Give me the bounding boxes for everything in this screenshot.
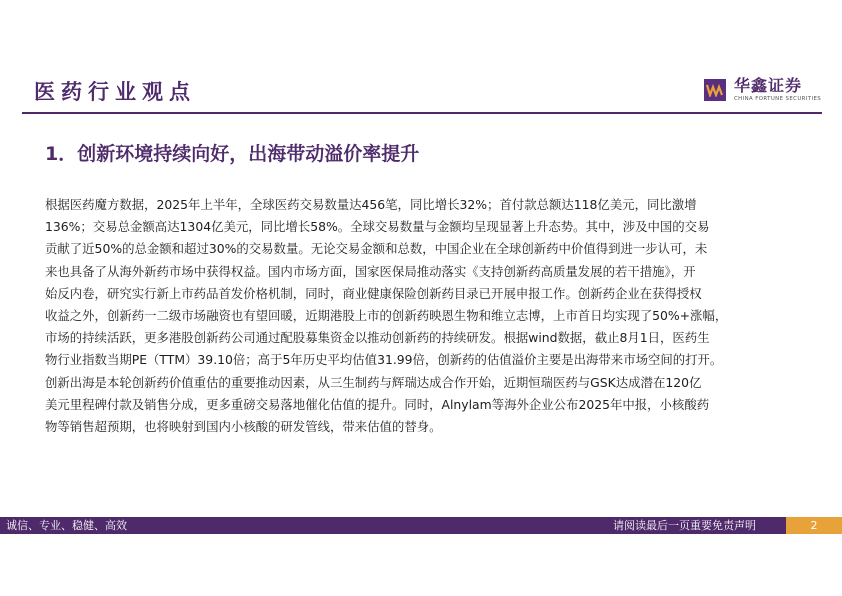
page-number: 2 <box>786 517 842 534</box>
footer-slogan: 诚信、专业、稳健、高效 <box>6 519 127 532</box>
body-paragraph <box>45 194 805 438</box>
body-line: 来也具备了从海外新药市场中获得权益。国内市场方面，国家医保局推动落实《支持创新药高质量发展的若干措施》，开 <box>45 263 696 279</box>
body-line: 物行业指数当期PE（TTM）39.10倍；高于5年历史平均估值31.99倍，创新药的估值溢价主要是出海带来市场空间的打开。 <box>45 352 723 368</box>
logo-subtitle: CHINA FORTUNE SECURITIES <box>734 96 822 102</box>
logo-mark-icon <box>704 79 726 101</box>
body-line: 136%；交易总金额高达1304亿美元，同比增长58%。全球交易数量与金额均呈现显著上升态势。其中，涉及中国的交易 <box>45 219 710 235</box>
body-line: 市场的持续活跃，更多港股创新药公司通过配股募集资金以推动创新药的持续研发。根据wind数据，截止8月1日，医药生 <box>45 330 710 346</box>
body-line: 收益之外，创新药一二级市场融资也有望回暖，近期港股上市的创新药映恩生物和维立志博，上市首日均实现了50%+涨幅， <box>45 308 728 324</box>
body-line: 始反内卷，研究实行新上市药品首发价格机制，同时，商业健康保险创新药目录已开展申报工作。创新药企业在获得授权 <box>45 285 702 301</box>
body-line: 物等销售超预期，也将映射到国内小核酸的研发管线，带来估值的替身。 <box>45 419 442 435</box>
body-line: 贡献了近50%的总金额和超过30%的交易数量。无论交易金额和总数，中国企业在全球创新药中价值得到进一步认可，未 <box>45 241 708 257</box>
footer-bar <box>0 517 786 534</box>
body-line: 创新出海是本轮创新药价值重估的重要推动因素，从三生制药与辉瑞达成合作开始，近期恒瑞医药与GSK达成潜在120亿 <box>45 374 702 390</box>
body-line: 美元里程碑付款及销售分成，更多重磅交易落地催化估值的提升。同时，Alnylam等海外企业公布2025年中报，小核酸药 <box>45 396 710 412</box>
logo-name: 华鑫证券 <box>734 76 803 95</box>
company-logo <box>704 77 824 107</box>
header-divider <box>22 112 822 114</box>
section-heading: 1．创新环境持续向好，出海带动溢价率提升 <box>45 143 420 165</box>
body-line: 根据医药魔方数据，2025年上半年，全球医药交易数量达456笔，同比增长32%；首付款总额达118亿美元，同比激增 <box>45 197 697 212</box>
page-section-title: 医药行业观点 <box>34 80 196 104</box>
footer-disclaimer-note: 请阅读最后一页重要免责声明 <box>613 519 756 532</box>
